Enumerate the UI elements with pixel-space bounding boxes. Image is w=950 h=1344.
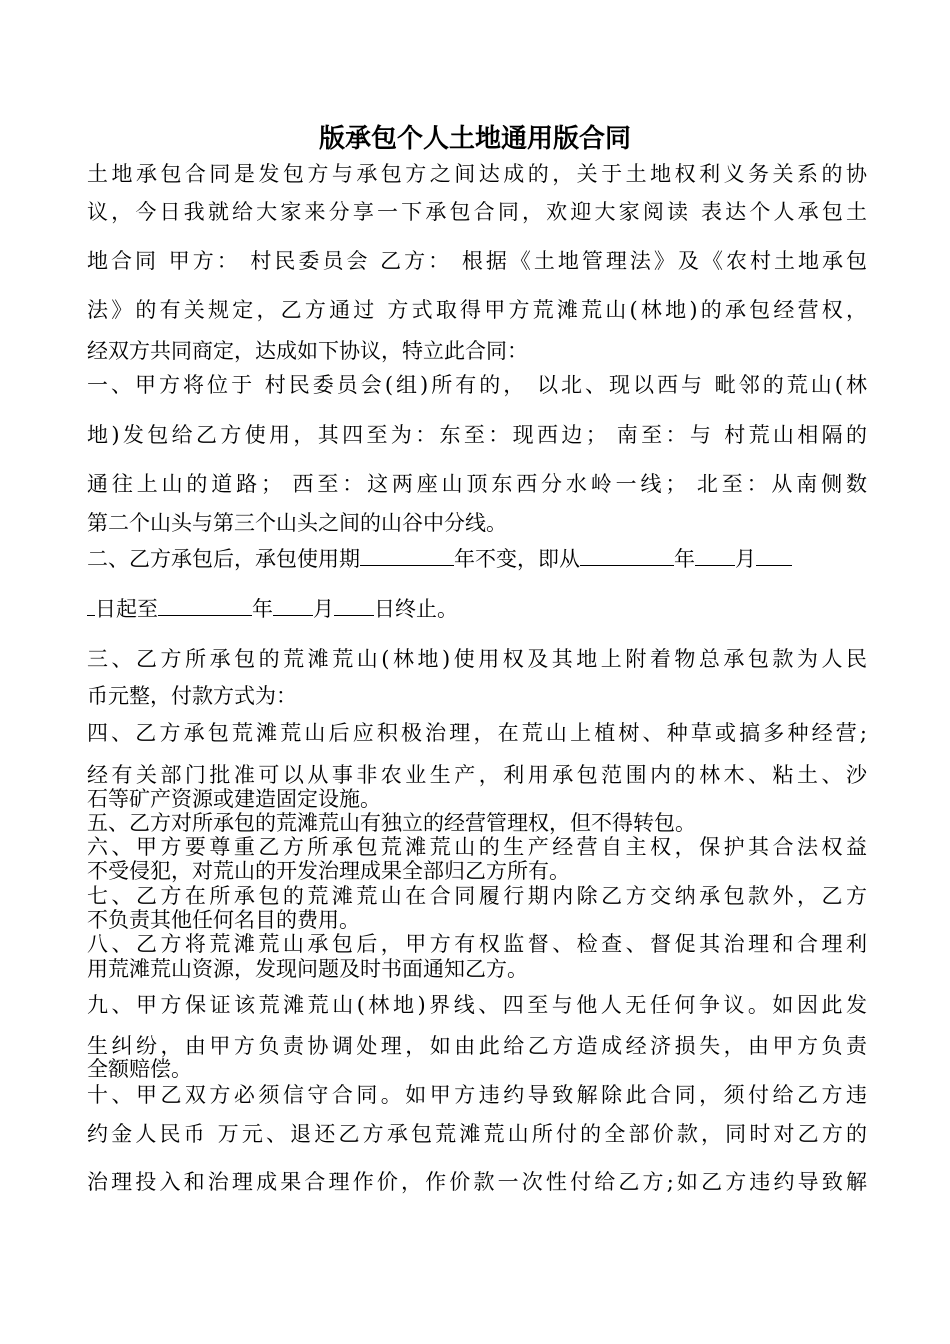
blank-field [273, 597, 313, 616]
text-fragment: 月 [735, 547, 756, 571]
blank-field [360, 547, 454, 566]
text-line: 用荒滩荒山资源，发现问题及时书面通知乙方。 [87, 957, 528, 981]
text-line: 地)发包给乙方使用，其四至为：东至：现西边； 南至：与 村荒山相隔的 [87, 423, 867, 447]
blank-field [580, 547, 674, 566]
blank-field [87, 597, 95, 616]
text-line: 约金人民币 万元、退还乙方承包荒滩荒山所付的全部价款，同时对乙方的 [87, 1122, 867, 1146]
text-line: 五、乙方对所承包的荒滩荒山有独立的经营管理权，但不得转包。 [87, 811, 696, 835]
text-line: 六、甲方要尊重乙方所承包荒滩荒山的生产经营自主权，保护其合法权益 [87, 835, 867, 859]
text-line: 不负责其他任何名目的费用。 [87, 908, 360, 932]
text-line: 七、乙方在所承包的荒滩荒山在合同履行期内除乙方交纳承包款外，乙方 [87, 884, 867, 908]
text-line: 经有关部门批准可以从事非农业生产，利用承包范围内的林木、粘土、沙 [87, 763, 867, 787]
clause-2-line-2 [87, 596, 867, 622]
blank-field [334, 597, 374, 616]
text-fragment: 日起至 [95, 597, 158, 621]
text-line: 四、乙方承包荒滩荒山后应积极治理，在荒山上植树、种草或搞多种经营; [87, 721, 867, 745]
text-fragment: 年 [674, 547, 695, 571]
text-fragment: 二、乙方承包后，承包使用期 [87, 547, 360, 571]
text-fragment: 年不变，即从 [454, 547, 580, 571]
text-line: 生纠纷，由甲方负责协调处理，如由此给乙方造成经济损失，由甲方负责 [87, 1034, 867, 1058]
text-line: 第二个山头与第三个山头之间的山谷中分线。 [87, 511, 507, 535]
text-fragment: 年 [252, 597, 273, 621]
text-line: 石等矿产资源或建造固定设施。 [87, 787, 381, 811]
text-line: 法》的有关规定，乙方通过 方式取得甲方荒滩荒山(林地)的承包经营权， [87, 298, 867, 322]
text-line: 治理投入和治理成果合理作价，作价款一次性付给乙方;如乙方违约导致解 [87, 1170, 867, 1194]
text-line: 九、甲方保证该荒滩荒山(林地)界线、四至与他人无任何争议。如因此发 [87, 993, 867, 1017]
clause-2-line-1 [87, 546, 867, 572]
text-line: 一、甲方将位于 村民委员会(组)所有的， 以北、现以西与 毗邻的荒山(林 [87, 373, 867, 397]
text-fragment: 日终止。 [374, 597, 458, 621]
document-title: 版承包个人土地通用版合同 [318, 124, 631, 154]
text-line: 土地承包合同是发包方与承包方之间达成的，关于土地权利义务关系的协 [87, 162, 867, 186]
text-fragment: 月 [313, 597, 334, 621]
text-line: 十、甲乙双方必须信守合同。如甲方违约导致解除此合同，须付给乙方违 [87, 1083, 867, 1107]
text-line: 地合同 甲方： 村民委员会 乙方： 根据《土地管理法》及《农村土地承包 [87, 249, 867, 273]
text-line: 八、乙方将荒滩荒山承包后，甲方有权监督、检查、督促其治理和合理利 [87, 932, 867, 956]
text-line: 议，今日我就给大家来分享一下承包合同，欢迎大家阅读 表达个人承包土 [87, 200, 867, 224]
blank-field [695, 547, 735, 566]
text-line: 通往上山的道路； 西至：这两座山顶东西分水岭一线； 北至：从南侧数 [87, 472, 867, 496]
text-line: 不受侵犯，对荒山的开发治理成果全部归乙方所有。 [87, 859, 570, 883]
text-line: 经双方共同商定，达成如下协议，特立此合同： [87, 339, 528, 363]
blank-field [756, 547, 792, 566]
blank-field [158, 597, 252, 616]
text-line: 全额赔偿。 [87, 1057, 192, 1081]
text-line: 三、乙方所承包的荒滩荒山(林地)使用权及其地上附着物总承包款为人民 [87, 647, 867, 671]
text-line: 币元整，付款方式为： [87, 684, 297, 708]
